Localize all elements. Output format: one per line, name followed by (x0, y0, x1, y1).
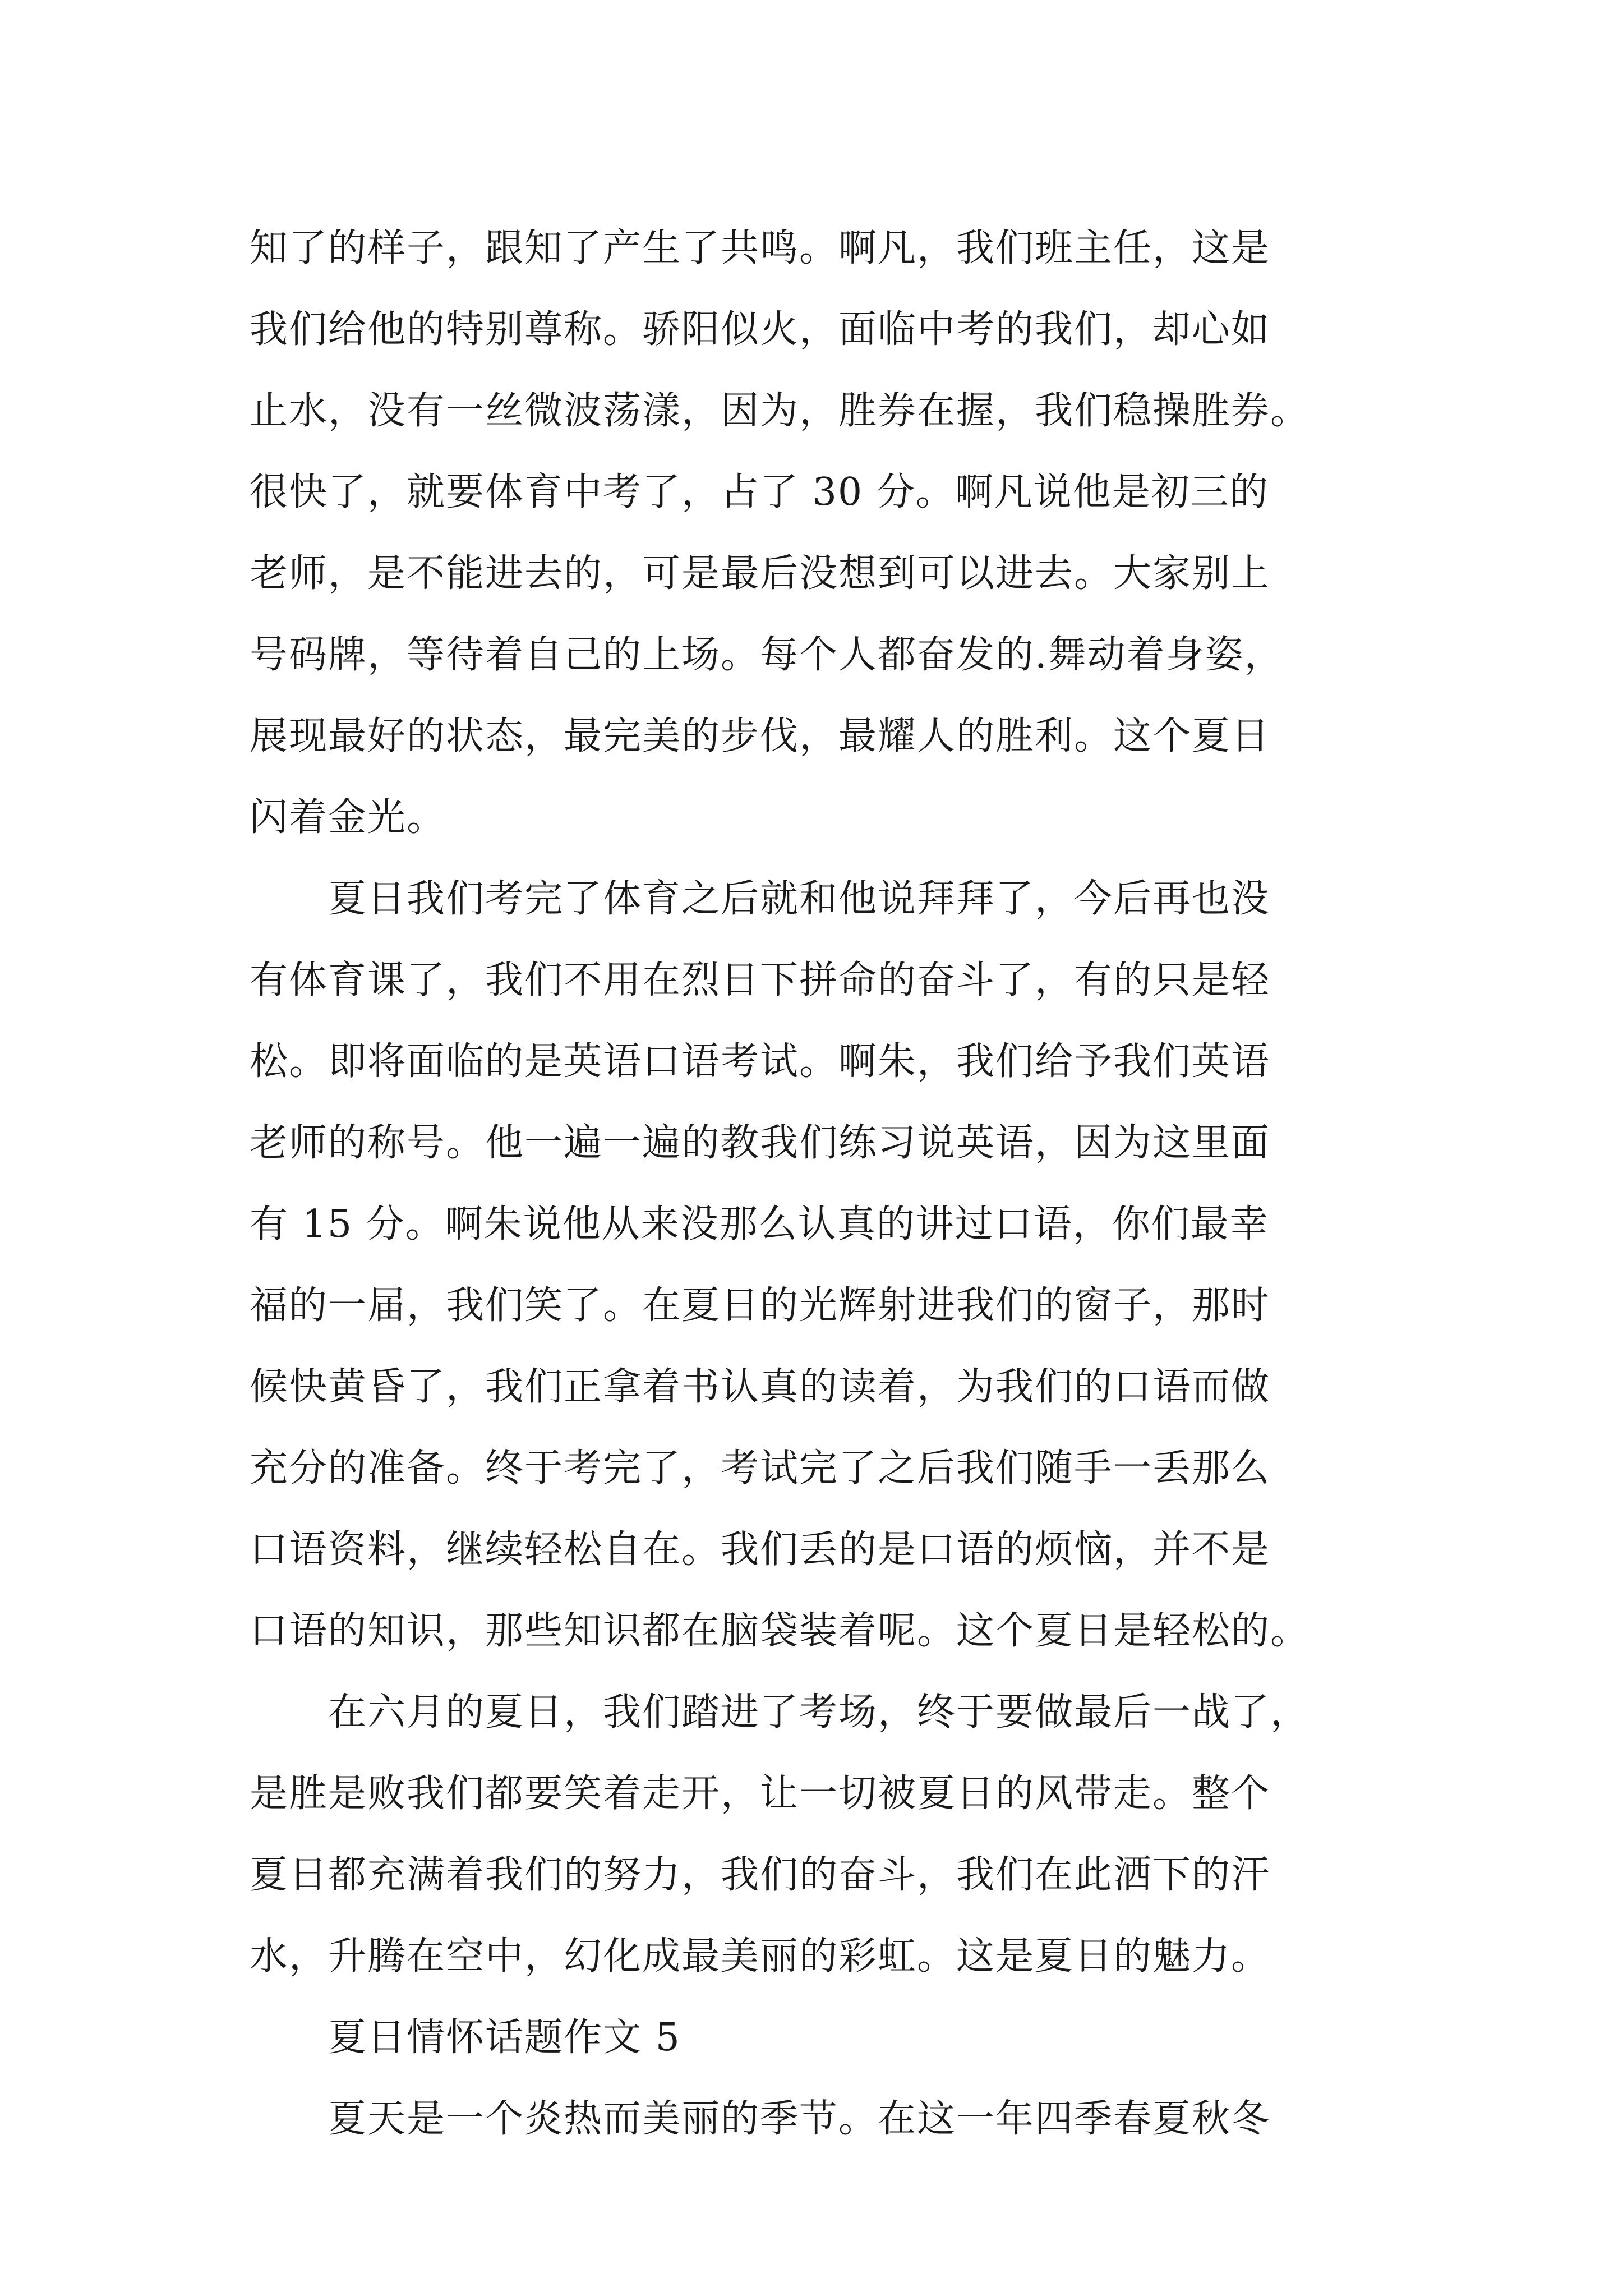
text-line: 夏天是一个炎热而美丽的季节。在这一年四季春夏秋冬 (250, 2097, 1271, 2141)
text-line: 在六月的夏日，我们踏进了考场，终于要做最后一战了， (250, 1690, 1310, 1734)
text-line: 口语资料，继续轻松自在。我们丢的是口语的烦恼，并不是 (250, 1527, 1271, 1572)
text-line: 水，升腾在空中，幻化成最美丽的彩虹。这是夏日的魅力。 (250, 1934, 1271, 1978)
text-line: 夏日都充满着我们的努力，我们的奋斗，我们在此洒下的汗 (250, 1853, 1271, 1897)
section-heading: 夏日情怀话题作文 5 (250, 2016, 681, 2060)
text-line: 福的一届，我们笑了。在夏日的光辉射进我们的窗子，那时 (250, 1283, 1271, 1328)
text-line: 有 15 分。啊朱说他从来没那么认真的讲过口语，你们最幸 (250, 1202, 1269, 1246)
text-line: 老师，是不能进去的，可是最后没想到可以进去。大家别上 (250, 551, 1271, 596)
text-line: 是胜是败我们都要笑着走开，让一切被夏日的风带走。整个 (250, 1772, 1271, 1816)
text-line: 很快了，就要体育中考了，占了 30 分。啊凡说他是初三的 (250, 470, 1269, 514)
essay-text (250, 208, 1377, 2160)
text-line: 号码牌，等待着自己的上场。每个人都奋发的.舞动着身姿， (250, 633, 1284, 677)
text-line: 我们给他的特别尊称。骄阳似火，面临中考的我们，却心如 (250, 307, 1271, 352)
text-line: 有体育课了，我们不用在烈日下拼命的奋斗了，有的只是轻 (250, 958, 1271, 1002)
text-line: 展现最好的状态，最完美的步伐，最耀人的胜利。这个夏日 (250, 714, 1271, 758)
text-line: 老师的称号。他一遍一遍的教我们练习说英语，因为这里面 (250, 1121, 1271, 1165)
text-line: 止水，没有一丝微波荡漾，因为，胜券在握，我们稳操胜券。 (250, 389, 1310, 433)
text-line: 松。即将面临的是英语口语考试。啊朱，我们给予我们英语 (250, 1039, 1271, 1084)
text-line: 夏日我们考完了体育之后就和他说拜拜了，今后再也没 (250, 877, 1271, 921)
text-line: 知了的样子，跟知了产生了共鸣。啊凡，我们班主任，这是 (250, 226, 1271, 270)
text-line: 候快黄昏了，我们正拿着书认真的读着，为我们的口语而做 (250, 1365, 1271, 1409)
text-line: 口语的知识，那些知识都在脑袋装着呢。这个夏日是轻松的。 (250, 1609, 1310, 1653)
text-line: 闪着金光。 (250, 795, 446, 840)
text-line: 充分的准备。终于考完了，考试完了之后我们随手一丢那么 (250, 1446, 1271, 1490)
